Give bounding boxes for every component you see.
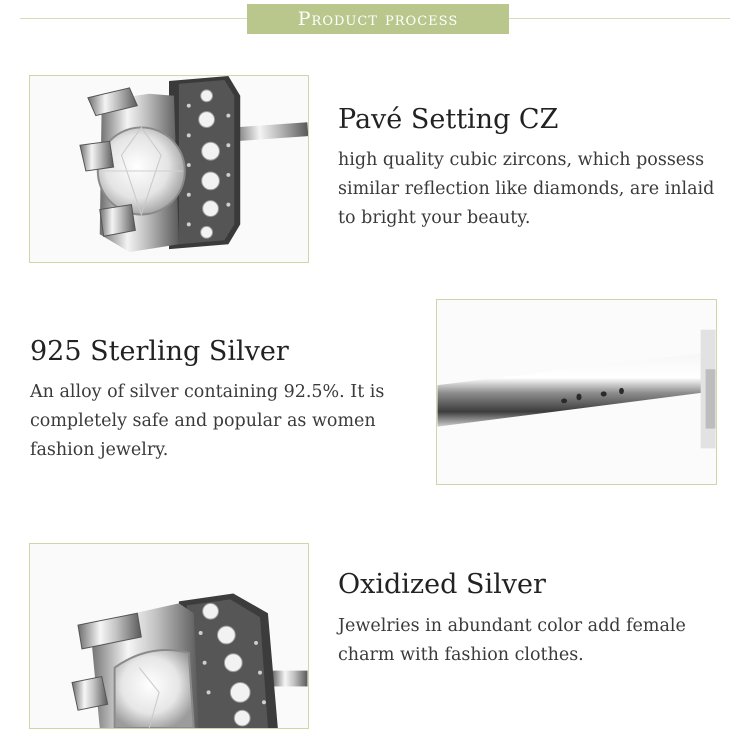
feature-title: Pavé Setting CZ [338, 104, 559, 135]
feature-description: Jewelries in abundant color add female charm with fashion clothes. [338, 616, 686, 665]
feature-image-pave-setting [29, 75, 309, 263]
feature-description: high quality cubic zircons, which possess similar reflection like diamonds, are inlaid to bright your beauty. [338, 150, 715, 228]
section-banner [247, 4, 509, 34]
feature-image-sterling-silver [436, 299, 717, 485]
crown-earring-oxidized-photo [30, 544, 308, 728]
earring-post-photo [437, 300, 716, 484]
header-rule-right [509, 18, 730, 19]
feature-title: 925 Sterling Silver [30, 336, 289, 367]
section-banner-title: Product process [297, 8, 459, 30]
header-rule-left [20, 18, 247, 19]
feature-image-oxidized-silver [29, 543, 309, 729]
feature-title: Oxidized Silver [338, 569, 546, 600]
feature-description: An alloy of silver containing 92.5%. It is completely safe and popular as women fashion jewelry. [30, 382, 385, 460]
crown-earring-photo [30, 76, 308, 262]
